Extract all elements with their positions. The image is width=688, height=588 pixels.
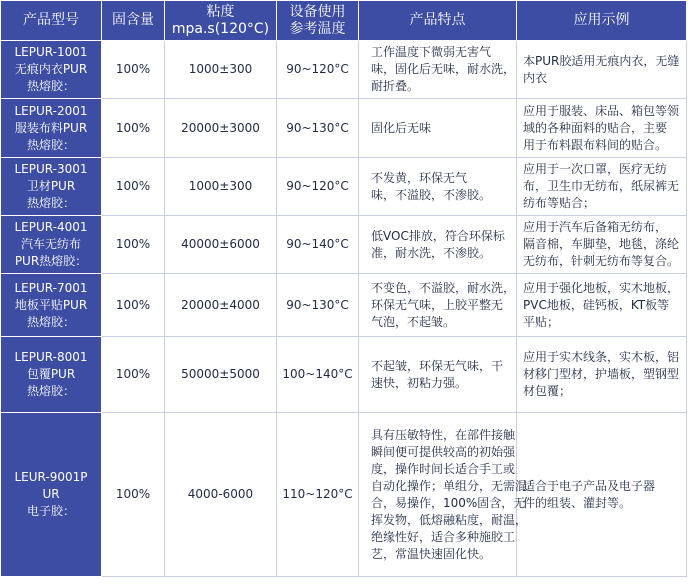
- header-application: 应用示例: [517, 1, 687, 41]
- features-cell-line: 工作温度下微弱无害气: [371, 45, 492, 59]
- table-row: [1, 413, 687, 577]
- table-row: [1, 337, 687, 413]
- features-cell-line: 艺，常温快速固化快。: [371, 546, 492, 561]
- viscosity-cell: 50000±5000: [165, 337, 277, 413]
- application-cell-line: 应用于强化地板，实木地板，: [523, 280, 680, 295]
- features-cell-line: 环保无气味，上胶平整无: [371, 297, 504, 312]
- features-cell-line: 挥发物，低熔融粘度，耐温，: [371, 512, 528, 527]
- header-viscosity: [165, 1, 277, 41]
- solid-content-cell: 100%: [102, 413, 165, 577]
- header-viscosity-line2: mpa.s(120°C): [171, 20, 270, 37]
- features-cell-line: 不发黄，环保无气: [371, 170, 468, 185]
- features-cell-line: 速快，初粘力强。: [371, 375, 468, 390]
- model-cell-line: 汽车无纺布: [20, 237, 81, 251]
- application-cell: [517, 99, 687, 158]
- header-model: 产品型号: [1, 1, 102, 41]
- solid-content-cell: 100%: [102, 41, 165, 99]
- model-cell-line: UR: [42, 487, 60, 501]
- model-cell-line: 地板平贴PUR: [14, 297, 88, 312]
- features-cell-line: 固化后无味: [371, 120, 432, 135]
- application-cell-line: 纺布等贴合；: [523, 196, 596, 210]
- application-cell-line: PVC地板，硅钙板，KT板等: [523, 297, 670, 312]
- features-cell: [359, 337, 517, 413]
- features-cell: [359, 413, 528, 577]
- model-cell-line: 热熔胶：: [26, 384, 75, 398]
- application-cell-line: 本PUR胶适用无痕内衣，无缝: [523, 53, 680, 68]
- application-cell-line: 隔音棉，车脚垫，地毯，涤纶: [523, 237, 680, 251]
- model-cell-line: 卫材PUR: [26, 179, 76, 193]
- solid-content-cell: 100%: [102, 99, 165, 158]
- solid-content-cell: 100%: [102, 216, 165, 274]
- table-row: [1, 158, 687, 216]
- model-cell-line: 热熔胶：: [26, 314, 75, 329]
- model-cell: [1, 216, 102, 274]
- model-cell: [1, 99, 102, 158]
- application-cell: [517, 158, 687, 216]
- header-temperature-line1: 设备使用: [289, 3, 346, 20]
- header-temperature-line2: 参考温度: [289, 20, 346, 37]
- application-cell-line: 材包覆；: [523, 384, 572, 398]
- model-cell-line: LEPUR-1001: [14, 45, 88, 59]
- model-cell: [1, 413, 102, 577]
- temperature-cell: 90~130°C: [277, 274, 359, 337]
- application-cell-line: 域的各种面料的贴合，主要: [523, 120, 668, 135]
- features-cell-line: 具有压敏特性，在部件接触: [371, 427, 516, 442]
- application-cell: [517, 41, 687, 99]
- solid-content-cell: 100%: [102, 274, 165, 337]
- application-cell: [517, 337, 687, 413]
- header-row: [1, 1, 687, 41]
- model-cell-line: 热熔胶：: [26, 79, 75, 93]
- features-cell-line: 味，不溢胶，不渗胶。: [371, 187, 492, 202]
- table-row: [1, 41, 687, 99]
- features-cell-line: 瞬间便可提供较高的初始强: [371, 444, 516, 459]
- model-cell-line: 热熔胶：: [26, 137, 75, 152]
- features-cell-line: 绝缘性好，适合多种施胶工: [371, 529, 516, 544]
- solid-content-cell: 100%: [102, 158, 165, 216]
- features-cell-line: 合，易操作，100%固含，无: [371, 495, 526, 510]
- features-cell: [359, 274, 517, 337]
- features-cell-line: 低VOC排放，符合环保标: [371, 228, 505, 243]
- application-cell-line: 用于布料跟布料间的贴合。: [523, 137, 668, 152]
- viscosity-cell: 20000±3000: [165, 99, 277, 158]
- model-cell-line: LEPUR-8001: [14, 350, 88, 364]
- temperature-cell: 90~120°C: [277, 41, 359, 99]
- model-cell-line: 服装布料PUR: [14, 120, 88, 135]
- application-cell: [517, 413, 687, 577]
- features-cell: [359, 41, 517, 99]
- temperature-cell: 110~120°C: [277, 413, 359, 577]
- application-cell-line: 适合于电子产品及电子器: [523, 478, 656, 493]
- viscosity-cell: 1000±300: [165, 41, 277, 99]
- model-cell: [1, 274, 102, 337]
- features-cell-line: 味，固化后无味，耐水洗，: [371, 62, 516, 76]
- temperature-cell: 90~140°C: [277, 216, 359, 274]
- application-cell-line: 材移门型材，护墙板，塑钢型: [523, 367, 680, 381]
- application-cell-line: 应用于一次口罩，医疗无纺: [523, 162, 668, 176]
- application-cell-line: 无纺布，针刺无纺布等复合。: [523, 254, 680, 268]
- features-cell-line: 不起皱，环保无气味，干: [371, 358, 504, 373]
- model-cell-line: 包覆PUR: [26, 367, 76, 381]
- model-cell-line: LEUR-9001P: [14, 470, 88, 484]
- features-cell: [359, 99, 517, 158]
- model-cell-line: 电子胶：: [26, 504, 75, 518]
- application-cell-line: 布，卫生巾无纺布，纸尿裤无: [523, 179, 680, 193]
- model-cell-line: LEPUR-4001: [14, 220, 88, 234]
- viscosity-cell: 4000-6000: [165, 413, 277, 577]
- viscosity-cell: 1000±300: [165, 158, 277, 216]
- features-cell-line: 气泡，不起皱。: [371, 314, 456, 329]
- header-solid-content: 固含量: [102, 1, 165, 41]
- application-cell-line: 内衣: [523, 70, 548, 85]
- features-cell: [359, 216, 517, 274]
- temperature-cell: 100~140°C: [277, 337, 359, 413]
- features-cell-line: 耐折叠。: [371, 79, 420, 93]
- application-cell-line: 应用于汽车后备箱无纺布，: [523, 220, 668, 234]
- solid-content-cell: 100%: [102, 337, 165, 413]
- features-cell-line: 自动化操作；单组分，无需混: [371, 478, 528, 493]
- features-cell: [359, 158, 517, 216]
- features-cell-line: 度，操作时间长适合手工或: [371, 461, 516, 476]
- model-cell-line: LEPUR-2001: [14, 103, 88, 118]
- application-cell: [517, 216, 687, 274]
- application-cell-line: 件的组装、灌封等。: [523, 495, 632, 510]
- header-features: 产品特点: [359, 1, 517, 41]
- viscosity-cell: 40000±6000: [165, 216, 277, 274]
- temperature-cell: 90~120°C: [277, 158, 359, 216]
- model-cell-line: LEPUR-7001: [14, 280, 88, 295]
- model-cell-line: PUR热熔胶：: [14, 254, 88, 268]
- header-viscosity-line1: 粘度: [206, 3, 235, 20]
- table-row: [1, 99, 687, 158]
- application-cell-line: 应用于实木线条，实木板，铝: [523, 350, 680, 364]
- model-cell-line: LEPUR-3001: [14, 162, 88, 176]
- model-cell-line: 热熔胶：: [26, 196, 75, 210]
- table-row: [1, 216, 687, 274]
- application-cell: [517, 274, 687, 337]
- header-temperature: [277, 1, 359, 41]
- model-cell: [1, 41, 102, 99]
- features-cell-line: 准，耐水洗，不渗胶。: [371, 245, 492, 260]
- model-cell: [1, 337, 102, 413]
- table-row: [1, 274, 687, 337]
- viscosity-cell: 20000±4000: [165, 274, 277, 337]
- temperature-cell: 90~130°C: [277, 99, 359, 158]
- application-cell-line: 应用于服装、床品、箱包等领: [523, 103, 680, 118]
- model-cell-line: 无痕内衣PUR: [14, 62, 88, 76]
- application-cell-line: 平贴；: [523, 314, 560, 329]
- features-cell-line: 不变色，不溢胶，耐水洗，: [371, 280, 516, 295]
- model-cell: [1, 158, 102, 216]
